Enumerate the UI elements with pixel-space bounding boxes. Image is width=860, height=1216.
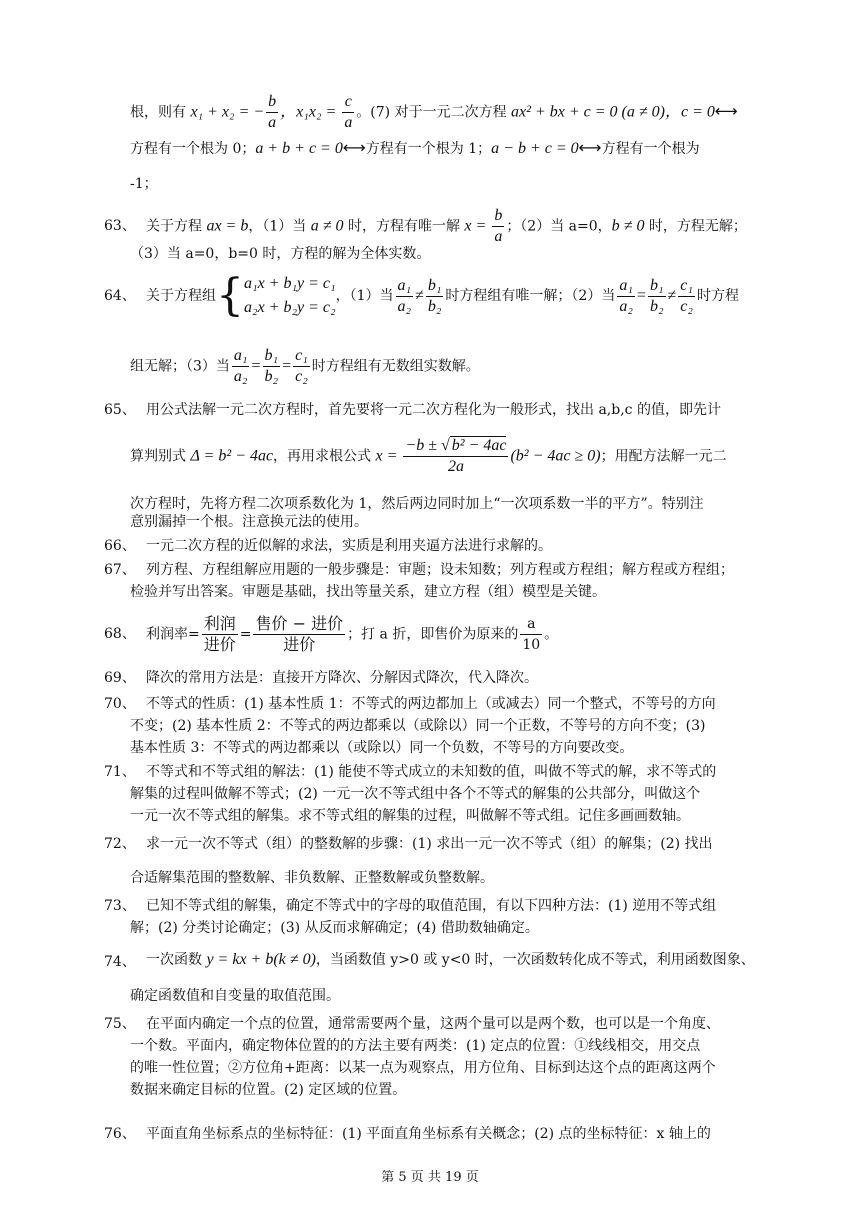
math-expression: ax = b	[206, 217, 249, 235]
numerator: c₁	[678, 276, 695, 297]
text: 。(7) 对于一元二次方程	[356, 104, 512, 121]
fraction	[617, 276, 635, 317]
text: ；用配方法解一元二	[600, 448, 727, 465]
item-70-line-1: 不等式的性质：(1) 基本性质 1：不等式的两边都加上（或减去）同一个整式，不等号的方向	[146, 696, 716, 712]
denominator: a₂	[619, 297, 633, 315]
item-74-line-2: 确定函数值和自变量的取值范围。	[130, 988, 340, 1004]
item-number: 63、	[104, 218, 136, 234]
fraction	[426, 276, 444, 317]
item-number: 70、	[104, 696, 136, 712]
text: ；（2）当 a=0，	[506, 218, 612, 235]
numerator: a₁	[396, 276, 414, 297]
math-condition: (b² − 4ac ≥ 0)	[510, 447, 601, 465]
operator: =	[251, 357, 261, 375]
denominator: a	[494, 228, 503, 245]
math-expression: b ≠ 0	[611, 217, 645, 235]
item-65-line-3: 次方程时，先将方程二次项系数化为 1，然后两边同时加上“一次项系数一半的平方”。特别注	[130, 496, 704, 512]
math-expression: a ≠ 0	[310, 217, 344, 235]
item-73-line-2: 解；(2) 分类讨论确定；(3) 从反而求解确定；(4) 借助数轴确定。	[130, 920, 539, 936]
fraction	[232, 346, 250, 387]
fraction	[293, 346, 310, 387]
operator: =	[636, 287, 646, 304]
denominator: b₂	[649, 297, 664, 315]
item-75-line-2: 一个数。平面内，确定物体位置的的方法主要有两类：(1) 定点的位置：①线线相交，用交点	[130, 1038, 701, 1054]
numerator-part: −b ±	[405, 437, 441, 454]
numerator: b	[266, 92, 278, 113]
text: ，再用求根公式	[273, 448, 376, 465]
item-number: 71、	[104, 764, 136, 780]
double-arrow-icon: ⟷	[578, 138, 602, 157]
denominator: 2a	[447, 458, 464, 475]
item-number: 72、	[104, 836, 136, 852]
equation-1: a₁x + b₁y = c₁	[244, 275, 336, 292]
math-condition: ，c = 0	[664, 103, 715, 121]
fraction	[263, 346, 281, 387]
denominator: 进价	[283, 635, 316, 654]
math-expression: a + b + c = 0	[255, 140, 343, 157]
item-69: 降次的常用方法是：直接开方降次、分解因式降次，代入降次。	[146, 670, 538, 686]
continuation-line-2	[130, 138, 700, 159]
item-74-line-1	[146, 950, 755, 970]
item-72-line-2: 合适解集范围的整数解、非负数解、正整数解或负整数解。	[130, 870, 494, 886]
text: 方程有一个根为 1；	[365, 141, 492, 157]
item-71-line-3: 一元一次不等式组的解集。求不等式组的解集的过程，叫做解不等式组。记住多画画数轴。	[130, 808, 690, 824]
text: 算判别式	[130, 448, 191, 465]
text: 时方程	[696, 288, 739, 304]
math-linear-function: y = kx + b(k ≠ 0)	[206, 951, 316, 968]
numerator: a₁	[232, 346, 250, 367]
text: 方程有一个根为 0；	[130, 141, 256, 157]
fraction	[520, 614, 542, 655]
math-expression: x =	[375, 447, 402, 465]
item-number: 74、	[104, 954, 136, 970]
text: 根，则有	[130, 104, 191, 121]
denominator: a₂	[397, 297, 412, 315]
text: 利润率=	[146, 626, 200, 643]
numerator: b₁	[648, 276, 666, 297]
operator: =	[282, 357, 292, 375]
text: 一次函数	[146, 952, 207, 968]
page-footer: 第 5 页 共 19 页	[381, 1170, 479, 1185]
denominator: 进价	[203, 635, 236, 654]
item-number: 64、	[104, 288, 136, 304]
item-73-line-1: 已知不等式组的解集，确定不等式中的字母的取值范围，有以下四种方法：(1) 逆用不等式组	[146, 898, 717, 914]
fraction	[266, 92, 278, 133]
item-67-line-2: 检验并写出答案。审题是基础，找出等量关系，建立方程（组）模型是关键。	[130, 584, 606, 600]
denominator: c₂	[295, 368, 308, 385]
fraction	[202, 614, 238, 655]
numerator: 利润	[203, 614, 236, 633]
text: 时方程组有无数组实数解。	[311, 358, 480, 375]
text: 组无解；（3）当	[130, 358, 230, 375]
item-70-line-3: 基本性质 3：不等式的两边都乘以（或除以）同一个负数，不等号的方向要改变。	[130, 740, 634, 756]
item-76-line-1: 平面直角坐标系点的坐标特征：(1) 平面直角坐标系有关概念；(2) 点的坐标特征：x 轴上的	[146, 1126, 711, 1142]
denominator: a	[344, 114, 353, 131]
item-number: 76、	[104, 1126, 136, 1142]
text: ；打 a 折，即售价为原来的	[347, 626, 519, 643]
sqrt-icon: √	[440, 437, 450, 454]
fraction	[648, 276, 666, 317]
denominator: 10	[522, 637, 541, 653]
item-72-line-1: 求一元一次不等式（组）的整数解的步骤：(1) 求出一元一次不等式（组）的解集；(2) 找出	[146, 836, 713, 852]
numerator: 售价 − 进价	[255, 614, 344, 633]
item-64-line-1	[146, 272, 739, 320]
item-64-line-2	[130, 346, 480, 387]
math-discriminant: Δ = b² − 4ac	[190, 447, 274, 465]
item-63-line-1	[146, 206, 747, 247]
item-75-line-4: 数据来确定目标的位置。(2) 定区域的位置。	[130, 1082, 407, 1098]
fraction	[342, 92, 354, 133]
radicand: b² − 4ac	[451, 437, 507, 454]
denominator: b₂	[427, 297, 442, 315]
item-number: 73、	[104, 898, 136, 914]
numerator: c₁	[293, 346, 310, 367]
denominator: a	[268, 114, 277, 131]
text: ，（1）当	[248, 218, 311, 235]
double-arrow-icon: ⟷	[714, 101, 738, 121]
continuation-line-3: -1；	[130, 176, 158, 192]
text: 时，方程无解；	[644, 218, 747, 235]
item-number: 65、	[104, 402, 136, 418]
fraction	[396, 276, 414, 317]
denominator: b₂	[264, 368, 279, 385]
numerator: a	[520, 614, 542, 635]
text: 。	[544, 626, 559, 643]
math-quadratic: ax² + bx + c = 0 (a ≠ 0)	[511, 103, 665, 121]
item-70-line-2: 不变；(2) 基本性质 2：不等式的两边都乘以（或除以）同一个正数，不等号的方向不变；(3)	[130, 718, 706, 734]
fraction	[678, 276, 695, 317]
item-71-line-1: 不等式和不等式组的解法：(1) 能使不等式成立的未知数的值，叫做不等式的解，求不等式的	[146, 764, 717, 780]
math-sum-roots: x₁ + x₂ = −	[190, 103, 265, 121]
text: 关于方程组	[146, 288, 216, 304]
text: ，（1）当	[335, 288, 394, 304]
text: 时，方程有唯一解	[343, 218, 465, 235]
equation-system	[244, 272, 336, 320]
denominator: a₂	[233, 368, 248, 385]
item-number: 66、	[104, 538, 136, 554]
numerator: b	[492, 206, 504, 227]
math-expression: a − b + c = 0	[491, 140, 579, 157]
text: 时方程组有唯一解；（2）当	[445, 288, 616, 304]
operator: ≠	[667, 287, 677, 304]
item-65-line-4: 意别漏掉一个根。注意换元法的使用。	[130, 514, 368, 530]
item-number: 67、	[104, 562, 136, 578]
item-number: 75、	[104, 1016, 136, 1032]
operator: ≠	[415, 287, 424, 304]
fraction	[253, 614, 345, 655]
item-number: 69、	[104, 670, 136, 686]
item-65-line-2	[130, 436, 727, 477]
continuation-line-1	[130, 92, 738, 133]
text: ，当函数值 y>0 或 y<0 时，一次函数转化成不等式，利用函数图象、	[315, 952, 755, 968]
item-75-line-3: 的唯一性位置；②方位角+距离：以某一点为观察点，用方位角、目标到达这个点的距离这两个	[130, 1060, 716, 1076]
double-arrow-icon: ⟷	[342, 138, 366, 157]
quadratic-formula	[403, 436, 508, 477]
numerator: b₁	[426, 276, 444, 297]
item-63-line-2: （3）当 a=0，b=0 时，方程的解为全体实数。	[130, 246, 431, 262]
math-expression: x =	[464, 217, 491, 235]
math-product-roots: ，x₁x₂ =	[280, 103, 341, 121]
text: 关于方程	[146, 218, 207, 235]
text: 方程有一个根为	[601, 141, 700, 157]
left-brace-icon: {	[216, 270, 244, 321]
item-66: 一元二次方程的近似解的求法，实质是利用夹逼方法进行求解的。	[146, 538, 552, 554]
item-65-line-1: 用公式法解一元二次方程时，首先要将一元二次方程化为一般形式，找出 a,b,c 的值，即先计	[146, 402, 721, 418]
equation-2: a₂x + b₂y = c₂	[244, 299, 336, 316]
item-68: 利润率= $\frac{\text{利润}}{\text{进价}}$ = $\frac{\text{售价 − 进价}}{\text{进价}}$ ；打 a 折，即售价为原来的 $\frac{a}{10}$ 。	[146, 614, 559, 654]
numerator: a₁	[617, 276, 635, 297]
item-71-line-2: 解集的过程叫做解不等式；(2) 一元一次不等式组中各个不等式的解集的公共部分，叫做这个	[130, 786, 701, 802]
item-75-line-1: 在平面内确定一个点的位置，通常需要两个量，这两个量可以是两个数，也可以是一个角度、	[146, 1016, 720, 1032]
item-67-line-1: 列方程、方程组解应用题的一般步骤是：审题；设未知数；列方程或方程组；解方程或方程组；	[146, 562, 734, 578]
item-number: 68、	[104, 626, 136, 642]
denominator: c₂	[680, 297, 693, 315]
numerator: b₁	[263, 346, 281, 367]
numerator: c	[342, 92, 354, 113]
fraction	[492, 206, 504, 247]
